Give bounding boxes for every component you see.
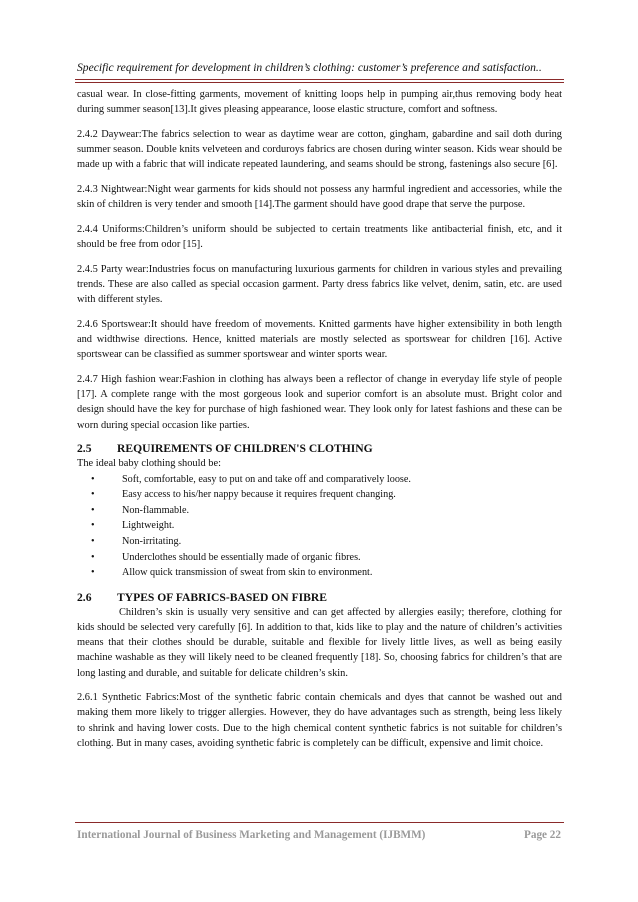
paragraph-synthetic-fabrics: 2.6.1 Synthetic Fabrics:Most of the synthetic fabric contain chemicals and dyes that cannot be washed out and making them more likely to trigger allergies. However, they do have advantages such as strength, being less likely to shrink and having lower costs. Due to the high chemical content synthetic fabrics is not suitable for children’s clothing. But in many cases, avoiding synthetic fabric is completely can be difficult, expensive and limit choice. (77, 692, 562, 749)
list-item-text: Non-irritating. (122, 535, 182, 547)
bullet-icon: • (91, 567, 95, 579)
page-body (77, 87, 562, 761)
list-item-text: Easy access to his/her nappy because it requires frequent changing. (122, 489, 396, 501)
list-item (77, 565, 562, 581)
paragraph-high-fashion: 2.4.7 High fashion wear:Fashion in clothing has always been a reflector of change in everyday life style of people [17]. A complete range with the most gorgeous look and superior comfort is an absolute must. Bright color and design should have the key for purchase of high fashioned wear. They look only for latest fashions and these can be worn during special occasion like parties. (77, 374, 562, 431)
bullet-icon: • (91, 504, 95, 516)
list-item (77, 550, 562, 566)
list-item (77, 487, 562, 503)
bullet-icon: • (91, 535, 95, 547)
header-rule (75, 79, 564, 80)
section-number: 2.6 (77, 590, 92, 604)
list-item (77, 534, 562, 550)
bullet-icon: • (91, 489, 95, 501)
list-item-text: Soft, comfortable, easy to put on and take off and comparatively loose. (122, 473, 411, 485)
section-title: REQUIREMENTS OF CHILDREN'S CLOTHING (117, 442, 373, 456)
bullet-icon: • (91, 551, 95, 563)
header-rule-double (75, 82, 564, 83)
bullet-icon: • (91, 520, 95, 532)
list-item-text: Underclothes should be essentially made of organic fibres. (122, 551, 361, 563)
requirements-list (77, 472, 562, 581)
list-item (77, 503, 562, 519)
section-intro: The ideal baby clothing should be: (77, 458, 221, 470)
section-number: 2.5 (77, 442, 92, 456)
section-title: TYPES OF FABRICS-BASED ON FIBRE (117, 590, 328, 604)
footer-journal-name: International Journal of Business Marketing and Management (IJBMM) (77, 829, 426, 841)
paragraph-nightwear: 2.4.3 Nightwear:Night wear garments for kids should not possess any harmful ingredient and accessories, while the skin of children is very tender and smooth [14].The garment should have good drape that serve the purpose. (77, 184, 562, 211)
bullet-icon: • (91, 473, 95, 485)
section-heading-2-6 (77, 591, 562, 604)
list-item-text: Allow quick transmission of sweat from skin to environment. (122, 567, 373, 579)
paragraph-daywear: 2.4.2 Daywear:The fabrics selection to wear as daytime wear are cotton, gingham, gabardine and sail doth during summer season. Double knits velveteen and corduroys fabrics are chosen during winter season. Kids wear should be made up with a fabric that will indicate repeated laundering, and seams should be strong, fastenings also secure [6]. (77, 128, 562, 171)
list-item-text: Lightweight. (122, 520, 175, 532)
list-item (77, 518, 562, 534)
footer-page-number: Page 22 (524, 829, 561, 841)
list-item-text: Non-flammable. (122, 504, 190, 516)
list-item (77, 472, 562, 488)
paragraph-uniforms: 2.4.4 Uniforms:Children’s uniform should be subjected to certain treatments like antibacterial finish, etc, and it should be free from odor [15]. (77, 223, 562, 251)
paragraph-fabrics-intro: Children’s skin is usually very sensitive and can get affected by allergies easily; therefore, clothing for kids should be selected very carefully [6]. In addition to that, kids like to play and the nature of children’s activities means that their clothes should be durable, suitable and flexible for lively little lives, as well as being easily machine washable as they will likely need to be cleaned frequently [18]. So, choosing fabrics for children’s that are long lasting and durable, and suitable for delicate children’s skin. (77, 606, 562, 679)
running-header: Specific requirement for development in children’s clothing: customer’s preference and satisfaction.. (77, 61, 542, 74)
paragraph-party-wear: 2.4.5 Party wear:Industries focus on manufacturing luxurious garments for children in various styles and prevailing trends. These are also called as special occasion garment. Party dress fabrics like velvet, denim, satin, etc. are used with different styles. (77, 263, 562, 306)
footer-rule (75, 822, 564, 823)
paragraph-casual-wear: casual wear. In close-fitting garments, movement of knitting loops help in pumping air,thus removing body heat during summer season[13].It gives pleasing appearance, loose elastic structure, comfort and softness. (77, 89, 562, 116)
section-heading-2-5 (77, 442, 562, 455)
paragraph-sportswear: 2.4.6 Sportswear:It should have freedom of movements. Knitted garments have higher extensibility in both length and widthwise directions. Hence, knitted materials are mostly selected as sportswear for children [16]. Active sportswear can be classified as summer sportswear and winter sports wear. (77, 318, 562, 361)
